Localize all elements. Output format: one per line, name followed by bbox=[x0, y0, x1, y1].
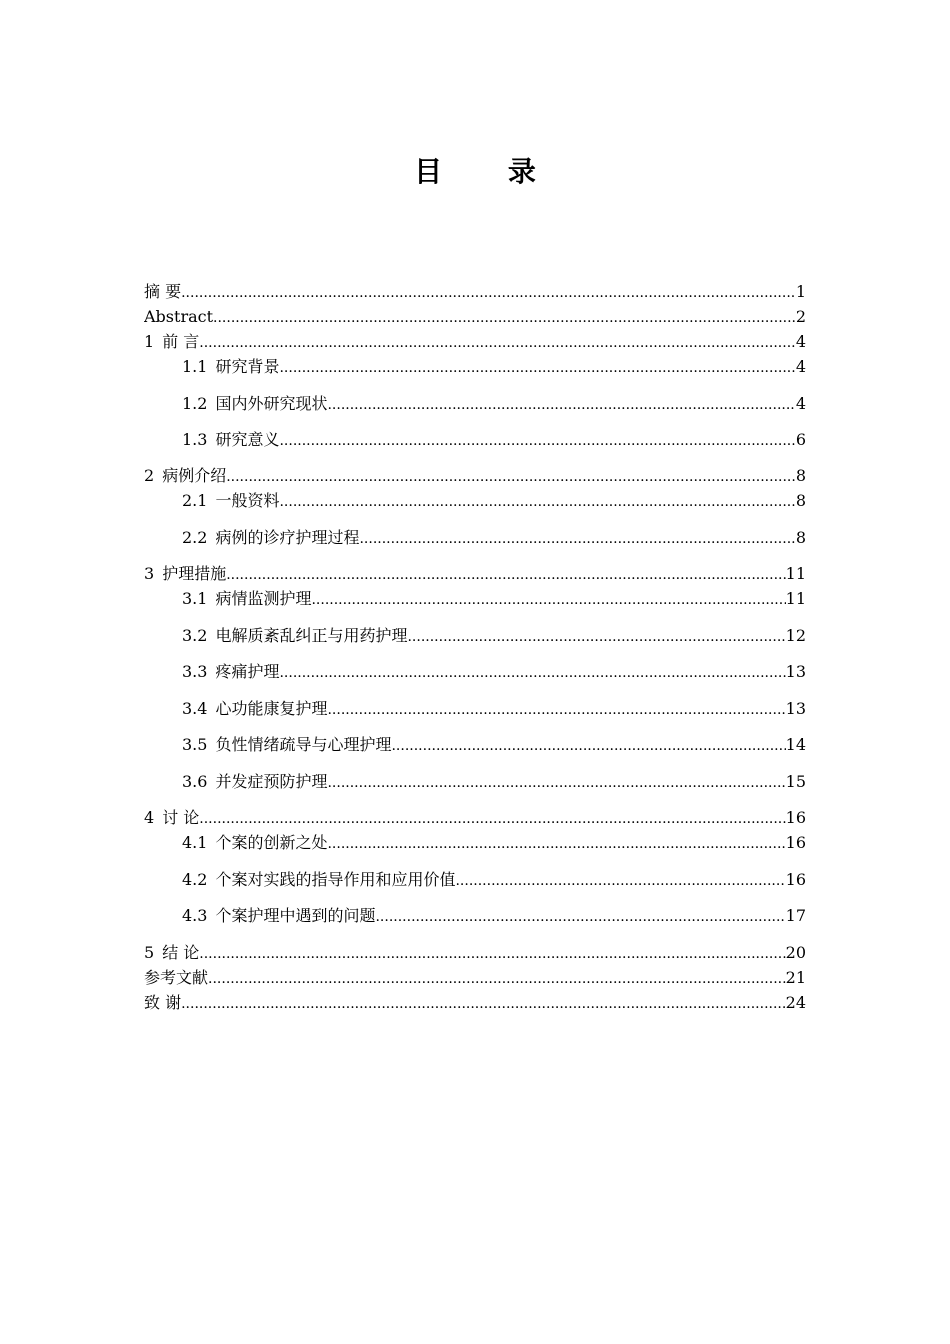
toc-entry-number: 1 bbox=[144, 332, 155, 351]
toc-entry-number: 2.1 bbox=[182, 491, 208, 510]
toc-page-number: 11 bbox=[785, 589, 806, 608]
toc-entry-label: 疼痛护理 bbox=[215, 662, 280, 681]
toc-entry-section-3-1[interactable] bbox=[182, 585, 806, 609]
toc-entry-label: 讨 论 bbox=[162, 808, 200, 827]
toc-entry-label: 心功能康复护理 bbox=[215, 699, 328, 718]
toc-entry-label: 病情监测护理 bbox=[215, 589, 312, 608]
toc-entry-acknowledgements[interactable] bbox=[144, 989, 806, 1013]
toc-entry-number: 4 bbox=[144, 808, 155, 827]
toc-entry-section-3[interactable] bbox=[144, 560, 806, 584]
toc-entry-number: 1.3 bbox=[182, 430, 208, 449]
toc-page-number: 8 bbox=[795, 528, 806, 547]
toc-page-number: 15 bbox=[785, 772, 806, 791]
toc-leader-dots bbox=[199, 332, 796, 352]
toc-entry-label: 摘 要 bbox=[144, 282, 182, 301]
toc-entry-section-3-6[interactable] bbox=[182, 768, 806, 792]
toc-leader-dots bbox=[359, 528, 795, 548]
toc-entry-number: 3.3 bbox=[182, 662, 208, 681]
toc-entry-section-4-1[interactable] bbox=[182, 829, 806, 853]
toc-leader-dots bbox=[455, 870, 785, 890]
toc-page-number: 16 bbox=[785, 833, 806, 852]
toc-leader-dots bbox=[279, 491, 795, 511]
toc-entry-label: 护理措施 bbox=[162, 564, 227, 583]
toc-leader-dots bbox=[226, 564, 785, 584]
toc-entry-number: 2 bbox=[144, 466, 155, 485]
toc-entry-section-1-2[interactable] bbox=[182, 390, 806, 414]
toc-entry-number: 5 bbox=[144, 943, 155, 962]
toc-entry-number: 3.1 bbox=[182, 589, 208, 608]
toc-page-number: 16 bbox=[785, 808, 806, 827]
toc-leader-dots bbox=[181, 282, 796, 302]
toc-leader-dots bbox=[181, 993, 786, 1013]
toc-entry-section-2-1[interactable] bbox=[182, 487, 806, 511]
toc-leader-dots bbox=[208, 968, 786, 988]
toc-page-number: 4 bbox=[795, 332, 806, 351]
toc-page-number: 6 bbox=[795, 430, 806, 449]
toc-entry-section-3-3[interactable] bbox=[182, 658, 806, 682]
toc-page-number: 17 bbox=[785, 906, 806, 925]
toc-entry-section-4[interactable] bbox=[144, 804, 806, 828]
toc-entry-abstract-en[interactable] bbox=[144, 303, 806, 327]
toc-entry-number: 3.4 bbox=[182, 699, 208, 718]
toc-page-number: 2 bbox=[795, 307, 806, 326]
toc-entry-number: 1.2 bbox=[182, 394, 208, 413]
toc-leader-dots bbox=[327, 699, 785, 719]
toc-entry-section-4-2[interactable] bbox=[182, 866, 806, 890]
toc-page-number: 13 bbox=[785, 662, 806, 681]
toc-page-number: 8 bbox=[795, 491, 806, 510]
toc-entry-label: 个案护理中遇到的问题 bbox=[215, 906, 376, 925]
toc-page-number: 1 bbox=[795, 282, 806, 301]
toc-page-number: 24 bbox=[785, 993, 806, 1012]
toc-entry-label: 参考文献 bbox=[144, 968, 209, 987]
toc-entry-section-4-3[interactable] bbox=[182, 902, 806, 926]
toc-page-number: 8 bbox=[795, 466, 806, 485]
toc-entry-section-2[interactable] bbox=[144, 462, 806, 486]
toc-entry-number: 4.3 bbox=[182, 906, 208, 925]
toc-entry-section-1[interactable] bbox=[144, 328, 806, 352]
toc-entry-references[interactable] bbox=[144, 964, 806, 988]
toc-page-number: 4 bbox=[795, 394, 806, 413]
toc-page-number: 11 bbox=[785, 564, 806, 583]
toc-leader-dots bbox=[279, 357, 795, 377]
toc-leader-dots bbox=[199, 943, 785, 963]
toc-entry-section-3-5[interactable] bbox=[182, 731, 806, 755]
toc-page-number: 20 bbox=[785, 943, 806, 962]
toc-entry-section-1-1[interactable] bbox=[182, 353, 806, 377]
toc-page-number: 4 bbox=[795, 357, 806, 376]
toc-entry-label: 病例的诊疗护理过程 bbox=[215, 528, 360, 547]
toc-entry-number: 3.6 bbox=[182, 772, 208, 791]
toc-leader-dots bbox=[226, 466, 796, 486]
toc-entry-number: 4.1 bbox=[182, 833, 208, 852]
toc-entry-label: 国内外研究现状 bbox=[215, 394, 328, 413]
toc-entry-section-1-3[interactable] bbox=[182, 426, 806, 450]
toc-page-number: 14 bbox=[785, 735, 806, 754]
toc-entry-label: 研究背景 bbox=[215, 357, 280, 376]
toc-leader-dots bbox=[279, 430, 795, 450]
toc-entry-label: 研究意义 bbox=[215, 430, 280, 449]
toc-entry-section-3-4[interactable] bbox=[182, 695, 806, 719]
toc-entry-label: 致 谢 bbox=[144, 993, 182, 1012]
toc-entry-label: 前 言 bbox=[162, 332, 200, 351]
toc-entry-label: 结 论 bbox=[162, 943, 200, 962]
toc-leader-dots bbox=[327, 833, 785, 853]
toc-entry-label: 个案的创新之处 bbox=[215, 833, 328, 852]
toc-entry-section-2-2[interactable] bbox=[182, 524, 806, 548]
toc-leader-dots bbox=[407, 626, 785, 646]
toc-entry-abstract-cn[interactable] bbox=[144, 278, 806, 302]
toc-entry-label: 并发症预防护理 bbox=[215, 772, 328, 791]
toc-entry-label: Abstract bbox=[144, 307, 214, 326]
toc-page-number: 16 bbox=[785, 870, 806, 889]
toc-entry-label: 一般资料 bbox=[215, 491, 280, 510]
toc-leader-dots bbox=[327, 394, 795, 414]
toc-leader-dots bbox=[213, 307, 796, 327]
toc-entry-number: 3.2 bbox=[182, 626, 208, 645]
toc-entry-number: 1.1 bbox=[182, 357, 208, 376]
toc-leader-dots bbox=[391, 735, 785, 755]
toc-page-number: 12 bbox=[785, 626, 806, 645]
toc-entry-number: 3 bbox=[144, 564, 155, 583]
toc-entry-number: 4.2 bbox=[182, 870, 208, 889]
toc-leader-dots bbox=[311, 589, 785, 609]
page-title: 目 录 bbox=[414, 155, 564, 188]
toc-entry-label: 病例介绍 bbox=[162, 466, 227, 485]
toc-page-number: 21 bbox=[785, 968, 806, 987]
toc-entry-section-3-2[interactable] bbox=[182, 622, 806, 646]
toc-entry-number: 2.2 bbox=[182, 528, 208, 547]
toc-leader-dots bbox=[375, 906, 785, 926]
toc-leader-dots bbox=[327, 772, 785, 792]
toc-leader-dots bbox=[279, 662, 785, 682]
toc-entry-label: 负性情绪疏导与心理护理 bbox=[215, 735, 392, 754]
toc-entry-section-5[interactable] bbox=[144, 939, 806, 963]
toc-entry-label: 电解质紊乱纠正与用药护理 bbox=[215, 626, 408, 645]
toc-page-number: 13 bbox=[785, 699, 806, 718]
toc-entry-label: 个案对实践的指导作用和应用价值 bbox=[215, 870, 456, 889]
toc-leader-dots bbox=[199, 808, 785, 828]
toc-entry-number: 3.5 bbox=[182, 735, 208, 754]
